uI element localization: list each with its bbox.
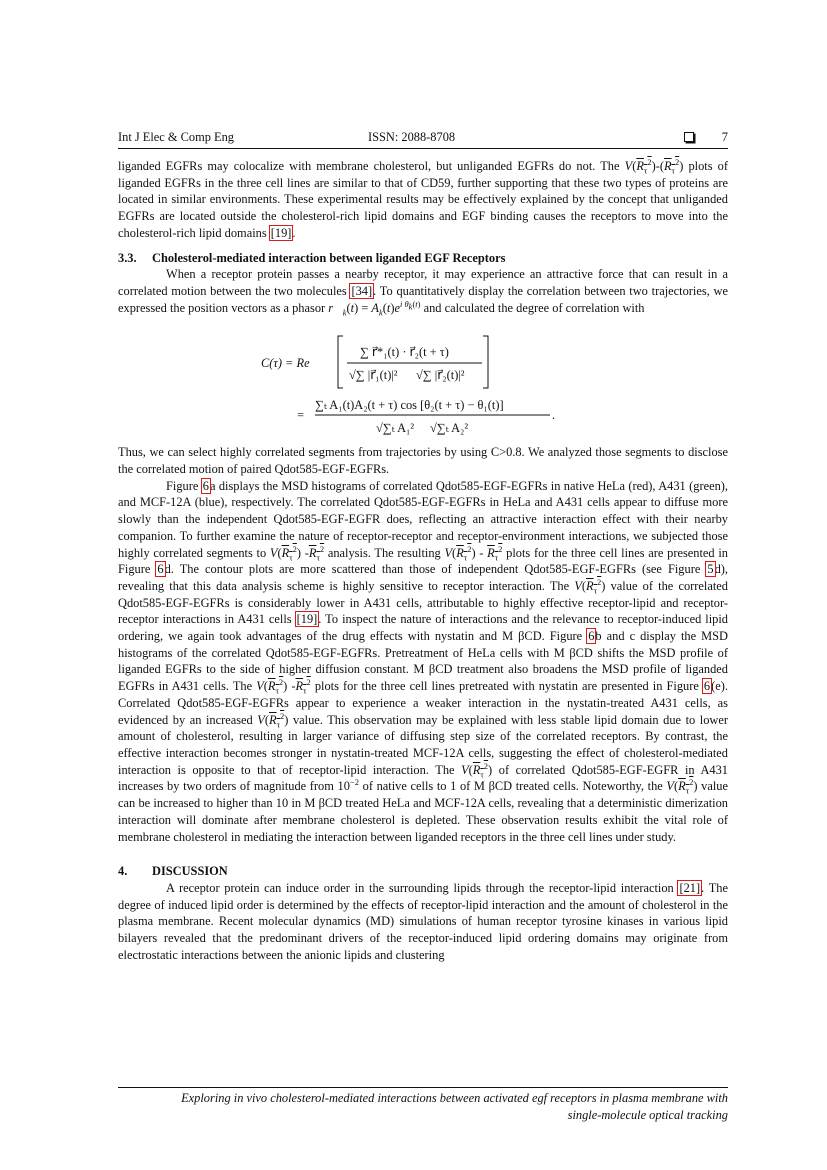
square-icon bbox=[684, 132, 694, 142]
equation-period: . bbox=[552, 408, 556, 423]
equation-equals: = bbox=[297, 408, 304, 423]
article-body bbox=[118, 158, 728, 963]
citation-link[interactable]: [19] bbox=[270, 225, 292, 240]
citation-link[interactable]: [34] bbox=[351, 283, 373, 298]
header-rule bbox=[118, 148, 728, 149]
equation-denominator-2a: √∑ₜ A₁² bbox=[376, 421, 415, 436]
issn: ISSN: 2088-8708 bbox=[368, 130, 456, 144]
page-number: 7 bbox=[721, 130, 728, 144]
running-footer bbox=[118, 1090, 728, 1123]
equation-numerator-1: ∑ r⃗*₁(t) · r⃗₂(t + τ) bbox=[360, 345, 449, 360]
footer-line-2: single-molecule optical tracking bbox=[567, 1107, 728, 1122]
paragraph-3: Thus, we can select highly correlated segments from trajectories by using C>0.8. We analyzed those segments to disclose the correlated motion of paired Qdot585-EGF-EGFRs. bbox=[118, 445, 728, 477]
footer-line-1: Exploring in vivo cholesterol-mediated interactions between activated egf receptors in plasma membrane with bbox=[181, 1091, 728, 1105]
equation-denominator-1b: √∑ |r⃗₂(t)|² bbox=[416, 368, 465, 383]
figure-link[interactable]: 5 bbox=[707, 562, 714, 577]
equation-numerator-2: ∑ₜ A₁(t)A₂(t + τ) cos [θ₂(t + τ) − θ₁(t)] bbox=[315, 398, 504, 413]
equation-denominator-1a: √∑ |r⃗₁(t)|² bbox=[349, 368, 398, 383]
journal-name: Int J Elec & Comp Eng bbox=[118, 130, 234, 144]
paragraph-4: Figure 6a displays the MSD histograms of correlated Qdot585-EGF-EGFRs in native HeLa (red), A431 (green), and MCF-12A (blue), respectively. The correlated Qdot585-EGF-EGFRs in HeLa and A431 cells appear to diffuse more slowly than the independent Qdot585-EGF-EGFR does, reflecting an attractive interaction effect with their nearby companion. To further examine the nature of receptor-receptor and receptor-environment interactions, we subjected those highly correlated segments to $V(R_\tau^2)$ $-R_\tau^2$ analysis. The resulting $V(R_\tau^2) - R_\tau^2$ plots for the three cell lines are presented in Figure 6d. The contour plots are more scattered than those of independent Qdot585-EGF-EGFRs (see Figure 5d), revealing that this data analysis scheme is highly sensitive to receptor interaction. The $V(R_\tau^2)$ value of the correlated Qdot585-EGF-EGFRs is considerably lower in A431 cells, attributable to highly effective receptor-lipid and receptor-receptor interactions in A431 cells [19]. To inspect the nature of interactions and the relevance to receptor-induced lipid ordering, we again took advantages of the drug effects with nystatin and M βCD. Figure 6b and c display the MSD histograms of the correlated Qdot585-EGF-EGFRs. Pretreatment of HeLa cells with M βCD shifts the MSD profile of liganded EGFRs to the side of higher diffusion constant. M βCD treatment also broadens the MSD profile of liganded EGFRs in A431 cells. The $V(R_\tau^2)$ $-R_\tau^2$ plots for the three cell lines pretreated with nystatin are presented in Figure 6(e). Correlated Qdot585-EGF-EGFRs appear to experience a weaker interaction in the nystatin-treated A431 cells, as evidenced by an increased $V(R_\tau^2)$ value. This observation may be explained with less stable lipid domain due to lower amount of cholesterol, resulting in larger variance of diffusing step size of the correlated receptors. By contrast, the effective interaction becomes stronger in nystatin-treated MCF-12A cells, suggesting the effect of cholesterol-mediated interaction is opposite to that of receptor-lipid interaction. The $V(R_\tau^2)$ of correlated Qdot585-EGF-EGFR in A431 increases by two orders of magnitude from $10^{-2}$ of native cells to 1 of M βCD treated cells. Noteworthy, the $V(R_\tau^2)$ value can be increased to higher than 10 in M βCD treated HeLa and MCF-12A cells, revealing that a deterministic dimerization interaction will dominate after membrane cholesterol is depleted. These observation results exhibit the vital role of membrane cholesterol in mediating the interaction between liganded receptors in the three cell lines under study. bbox=[118, 478, 729, 844]
citation-link[interactable]: [19] bbox=[296, 612, 318, 627]
citation-link[interactable]: [21] bbox=[679, 880, 701, 895]
equation-denominator-2b: √∑ₜ A₂² bbox=[430, 421, 469, 436]
figure-link[interactable]: 6 bbox=[588, 629, 595, 644]
correlation-equation bbox=[118, 322, 728, 440]
figure-link[interactable]: 6 bbox=[157, 562, 164, 577]
figure-link[interactable]: 6 bbox=[202, 478, 209, 493]
paragraph-2: When a receptor protein passes a nearby receptor, it may experience an attractive force that can result in a correlated motion between the two molecules [34]. To quantitatively display the correlation between two trajectories, we expressed the position vectors as a phasor $r⃗_k(t) = A_k(t)e^{i \theta_k(t)}$ and calculated the degree of correlation with bbox=[118, 267, 728, 318]
running-header bbox=[118, 129, 728, 145]
section-heading: 4. DISCUSSION bbox=[118, 864, 228, 879]
paragraph-1: liganded EGFRs may colocalize with membrane cholesterol, but unliganded EGFRs do not. The $V(R_\tau^2)-(R_\tau^2)$ plots of liganded EGFRs in the three cell lines are similar to that of CD59, further supporting that these two types of proteins are located in similar environments. These experimental results may be effectively explained by the concept that unliganded EGFRs are located outside the cholesterol-rich lipid domains and EGF binding causes the receptors to move into the cholesterol-rich lipid domains [19]. bbox=[118, 156, 728, 240]
section-heading: 3.3. Cholesterol-mediated interaction between liganded EGF Receptors bbox=[118, 250, 506, 265]
equation-lhs: C(τ) = Re bbox=[261, 356, 310, 371]
footer-rule bbox=[118, 1087, 728, 1088]
figure-link[interactable]: 6 bbox=[703, 679, 711, 694]
paragraph-5: A receptor protein can induce order in the surrounding lipids through the receptor-lipid interaction [21]. The degree of induced lipid order is determined by the effects of receptor-lipid interaction and the amount of cholesterol in the plasma membrane. Recent molecular dynamics (MD) simulations of human receptor tyrosine kinases in various lipid bilayers revealed that the predominant drivers of the receptor-induced lipid ordering domains may originate from electrostatic interactions between the anionic lipids and clustering bbox=[118, 880, 728, 962]
